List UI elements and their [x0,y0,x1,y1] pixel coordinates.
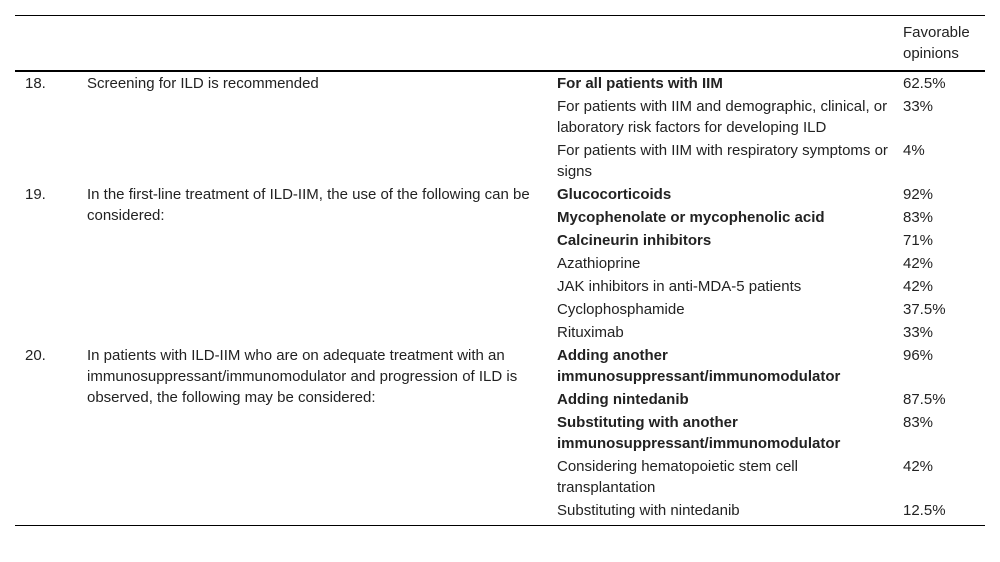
option-text: Glucocorticoids [557,186,672,203]
options-list [557,72,985,183]
table-row [557,275,985,298]
table-row [557,455,985,499]
favorable-percentage: 92% [903,186,934,203]
statement-number: 20. [25,347,46,364]
statement-text: Screening for ILD is recommended [87,75,319,92]
consensus-table [15,15,985,526]
favorable-percentage: 12.5% [903,502,946,519]
table-row [557,411,985,455]
option-text: Azathioprine [557,255,641,272]
option-text: Rituximab [557,324,624,341]
table-row [557,72,985,95]
table-header [15,16,985,72]
header-favorable-opinions: Favorable opinions [903,24,970,62]
table-row [557,499,985,522]
favorable-percentage: 33% [903,98,934,115]
option-text: Cyclophosphamide [557,301,685,318]
table-row [557,95,985,139]
option-text: Considering hematopoietic stem cell transplantation [557,458,798,496]
table-row [557,139,985,183]
table-body [15,72,985,522]
favorable-percentage: 83% [903,414,934,431]
options-list [557,344,985,522]
table-row [557,252,985,275]
table-row [557,183,985,206]
table-row [557,298,985,321]
table-row [557,321,985,344]
favorable-percentage: 42% [903,278,934,295]
favorable-percentage: 37.5% [903,301,946,318]
option-text: Mycophenolate or mycophenolic acid [557,209,825,226]
favorable-percentage: 33% [903,324,934,341]
option-text: Adding another immunosuppressant/immunomodulator [557,347,841,385]
option-text: For patients with IIM and demographic, clinical, or laboratory risk factors for developing ILD [557,98,888,136]
statement-number: 18. [25,75,46,92]
option-text: Calcineurin inhibitors [557,232,712,249]
table-row [557,388,985,411]
favorable-percentage: 87.5% [903,391,946,408]
option-text: For all patients with IIM [557,75,723,92]
favorable-percentage: 4% [903,142,925,159]
favorable-percentage: 42% [903,458,934,475]
statement-text: In patients with ILD-IIM who are on adequate treatment with an immunosuppressant/immunomodulator and progression of ILD is observed, the following may be considered: [87,347,518,406]
option-text: For patients with IIM with respiratory symptoms or signs [557,142,888,180]
options-list [557,183,985,344]
favorable-percentage: 42% [903,255,934,272]
option-text: Substituting with another immunosuppressant/immunomodulator [557,414,841,452]
table-row [557,206,985,229]
option-text: JAK inhibitors in anti-MDA-5 patients [557,278,802,295]
statement-text: In the first-line treatment of ILD-IIM, the use of the following can be considered: [87,186,530,224]
statement-number: 19. [25,186,46,203]
favorable-percentage: 62.5% [903,75,946,92]
favorable-percentage: 96% [903,347,934,364]
favorable-percentage: 71% [903,232,934,249]
table-group [15,344,985,522]
table-row [557,229,985,252]
option-text: Substituting with nintedanib [557,502,740,519]
table-group [15,72,985,183]
favorable-percentage: 83% [903,209,934,226]
table-group [15,183,985,344]
option-text: Adding nintedanib [557,391,689,408]
table-row [557,344,985,388]
